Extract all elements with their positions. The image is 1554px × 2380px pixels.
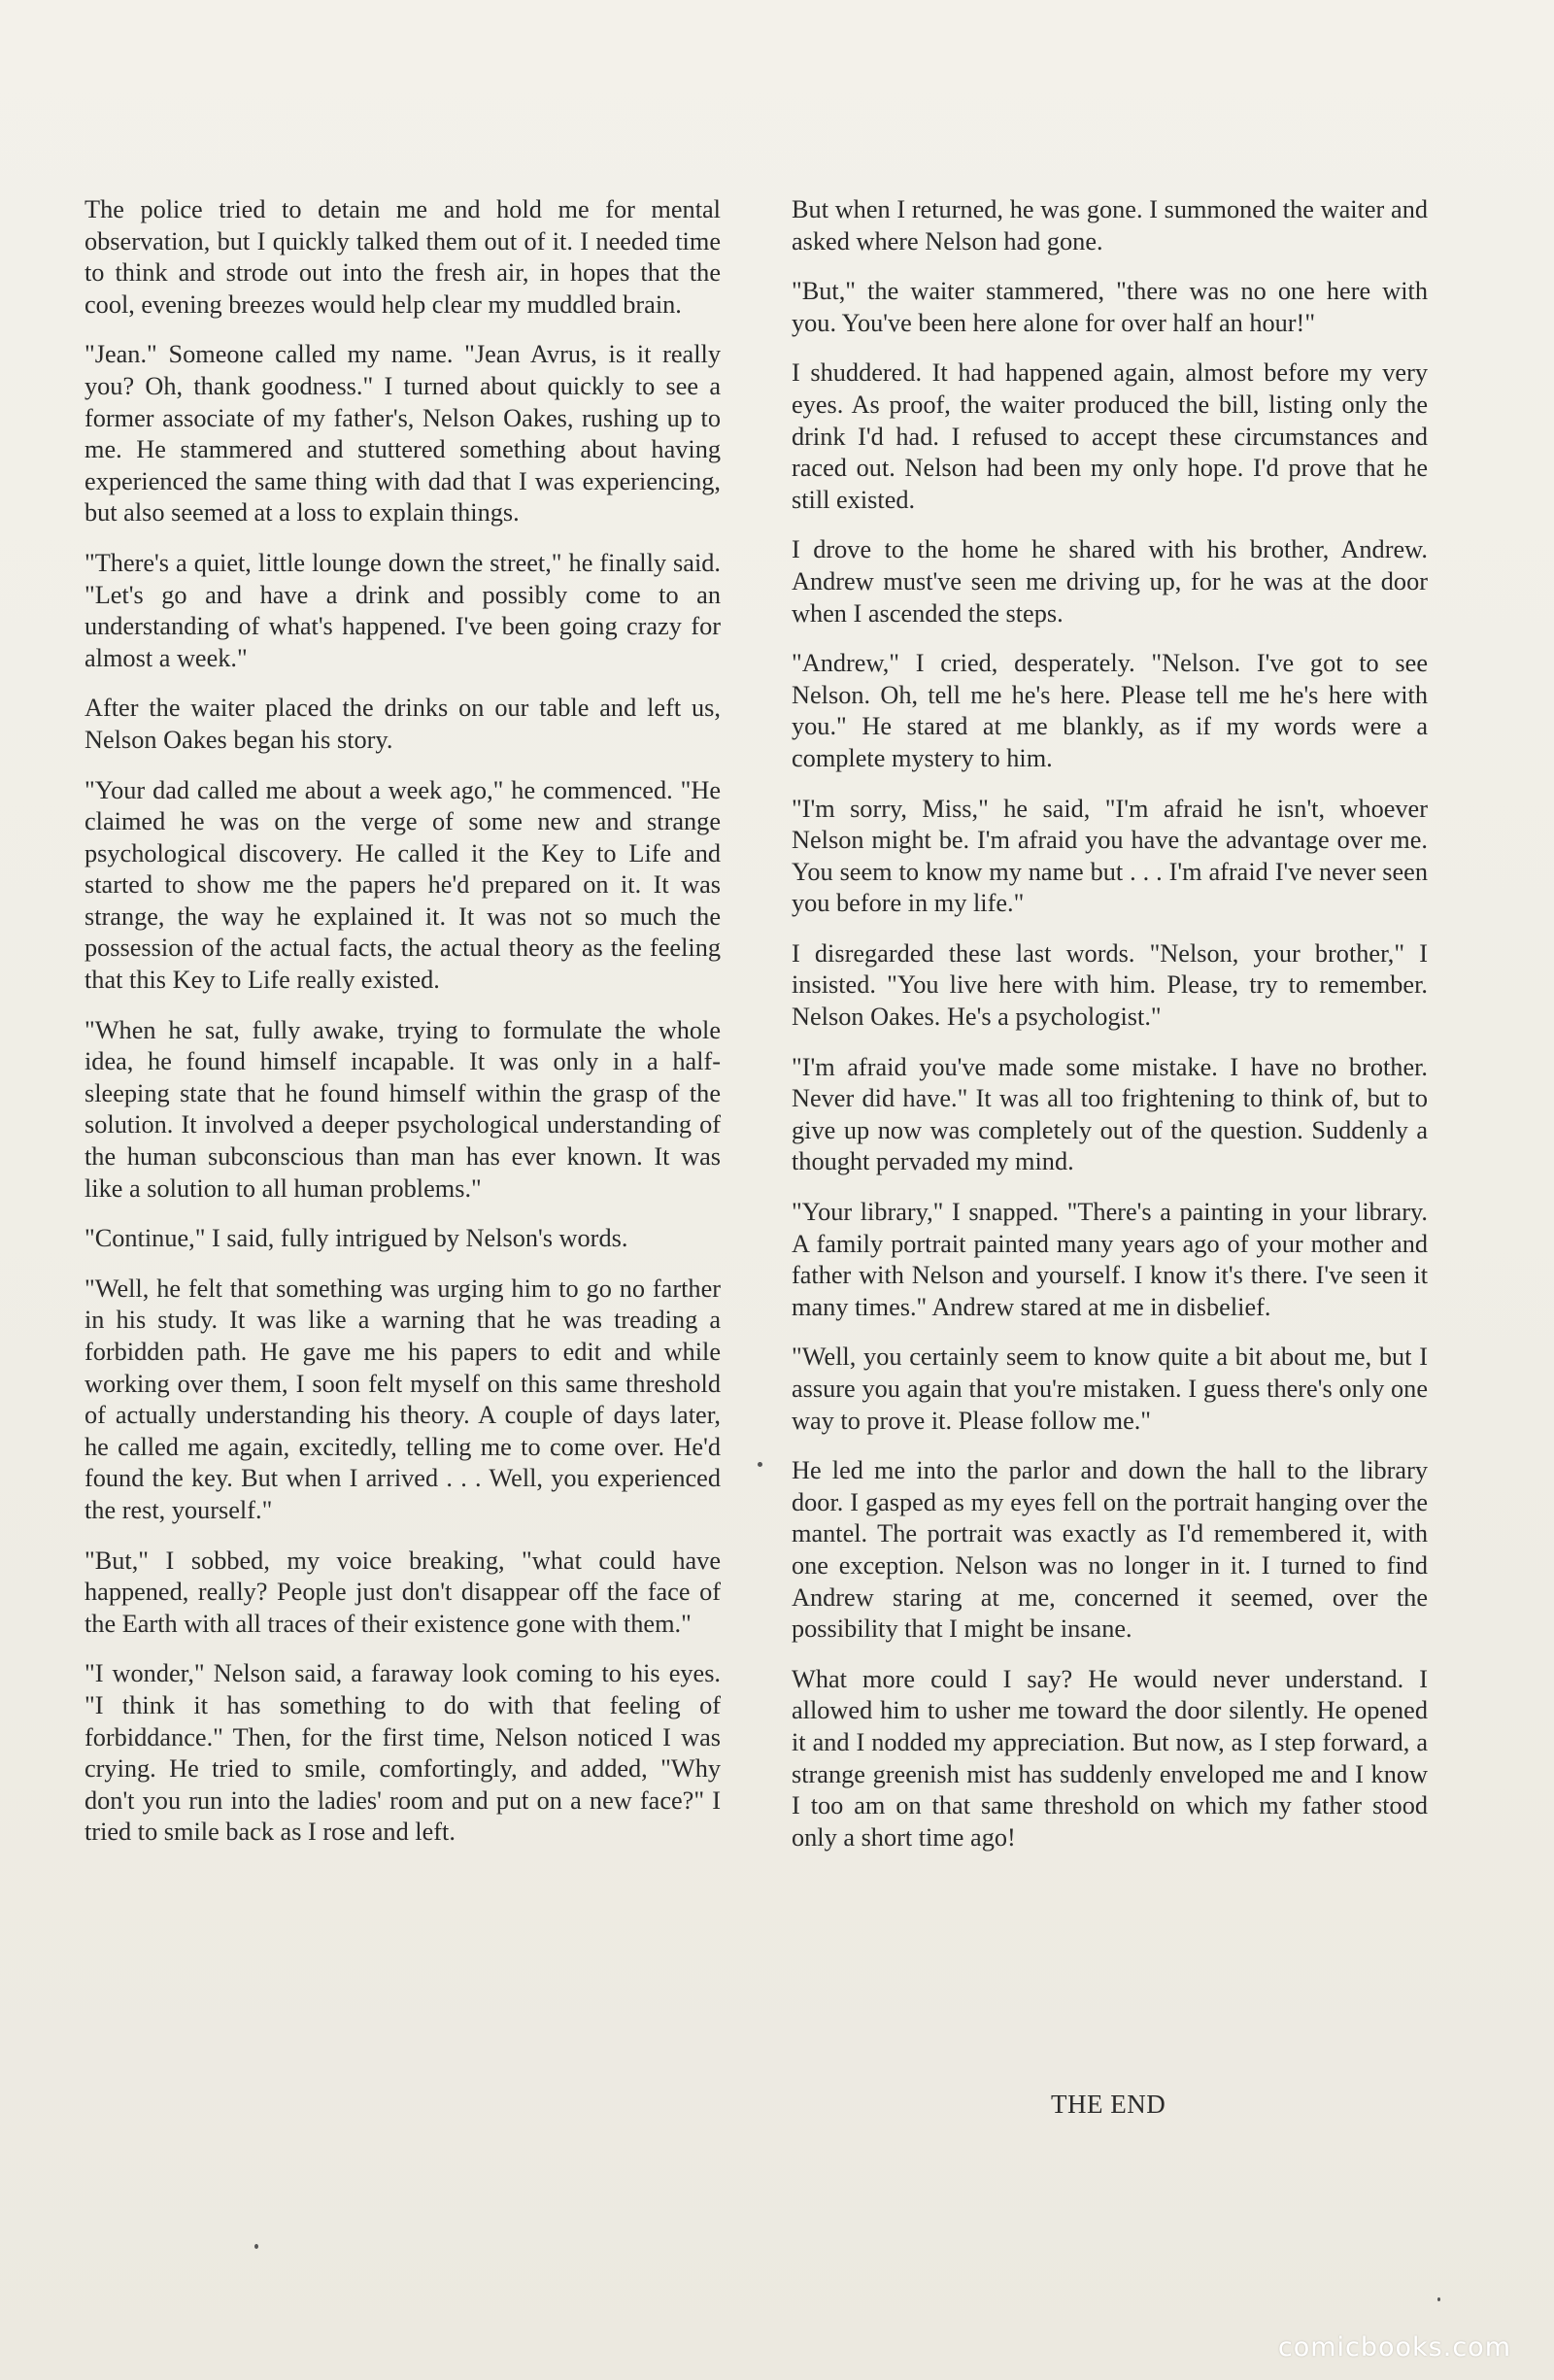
- story-paragraph: I shuddered. It had happened again, almost before my very eyes. As proof, the waiter produced the bill, listing only the drink I'd had. I refused to accept these circumstances and raced out. Nelson had been my only hope. I'd prove that he still existed.: [792, 358, 1428, 514]
- story-paragraph: "Your library," I snapped. "There's a painting in your library. A family portrait painted many years ago of your mother and father with Nelson and yourself. I know it's there. I've seen it many times." Andrew stared at me in disbelief.: [792, 1198, 1428, 1321]
- story-paragraph: "I'm afraid you've made some mistake. I have no brother. Never did have." It was all too frightening to think of, but to give up now was completely out of the question. Suddenly a thought pervaded my mind.: [792, 1052, 1428, 1176]
- print-speck: [758, 1462, 762, 1467]
- story-paragraph: "Well, he felt that something was urging him to go no farther in his study. It was like a warning that he was treading a forbidden path. He gave me his papers to edit and while working over them, I soon felt myself on this same threshold of actually understanding his theory. A couple of days later, he called me again, excitedly, telling me to come over. He'd found the key. But when I arrived . . . Well, you experienced the rest, yourself.": [84, 1274, 721, 1524]
- story-paragraph: What more could I say? He would never understand. I allowed him to usher me toward the door silently. He opened it and I nodded my appreciation. But now, as I step forward, a strange greenish mist has suddenly enveloped me and I know I too am on that same threshold on which my father stood only a short time ago!: [792, 1664, 1428, 1852]
- watermark: comicbooks.com: [1277, 2332, 1511, 2363]
- right-column: [792, 194, 1428, 1872]
- story-paragraph: "But," I sobbed, my voice breaking, "what could have happened, really? People just don't disappear off the face of the Earth with all traces of their existence gone with them.": [84, 1546, 721, 1638]
- story-paragraph: He led me into the parlor and down the hall to the library door. I gasped as my eyes fell on the portrait hanging over the mantel. The portrait was exactly as I'd remembered it, with one exception. Nelson was no longer in it. I turned to find Andrew staring at me, concerned it seemed, over the possibility that I might be insane.: [792, 1456, 1428, 1644]
- story-paragraph: But when I returned, he was gone. I summoned the waiter and asked where Nelson had gone.: [792, 195, 1428, 255]
- story-paragraph: "Well, you certainly seem to know quite a bit about me, but I assure you again that you're mistaken. I guess there's only one way to prove it. Please follow me.": [792, 1343, 1428, 1435]
- story-paragraph: "Jean." Someone called my name. "Jean Avrus, is it really you? Oh, thank goodness." I turned about quickly to see a former associate of my father's, Nelson Oakes, rushing up to me. He stammered and stuttered something about having experienced the same thing with dad that I was experiencing, but also seemed at a loss to explain things.: [84, 340, 721, 527]
- story-paragraph: "When he sat, fully awake, trying to formulate the whole idea, he found himself incapable. It was only in a half-sleeping state that he found himself within the grasp of the solution. It involved a deeper psychological understanding of the human subconscious than man has ever known. It was like a solution to all human problems.": [84, 1015, 721, 1203]
- story-paragraph: "Your dad called me about a week ago," he commenced. "He claimed he was on the verge of some new and strange psychological discovery. He called it the Key to Life and started to show me the papers he'd prepared on it. It was strange, the way he explained it. It was not so much the possession of the actual facts, the actual theory as the feeling that this Key to Life really existed.: [84, 775, 721, 995]
- story-paragraph: "Andrew," I cried, desperately. "Nelson. I've got to see Nelson. Oh, tell me he's here. Please tell me he's here with you." He stared at me blankly, as if my words were a complete mystery to him.: [792, 649, 1428, 772]
- left-column: [84, 194, 721, 1867]
- story-paragraph: "Continue," I said, fully intrigued by Nelson's words.: [84, 1224, 628, 1253]
- story-paragraph: After the waiter placed the drinks on our table and left us, Nelson Oakes began his story.: [84, 694, 721, 754]
- story-paragraph: I drove to the home he shared with his brother, Andrew. Andrew must've seen me driving up, for he was at the door when I ascended the steps.: [792, 535, 1428, 628]
- story-paragraph: "But," the waiter stammered, "there was no one here with you. You've been here alone for over half an hour!": [792, 277, 1428, 337]
- story-paragraph: The police tried to detain me and hold me for mental observation, but I quickly talked them out of it. I needed time to think and strode out into the fresh air, in hopes that the cool, evening breezes would help clear my muddled brain.: [84, 195, 721, 319]
- story-paragraph: "I'm sorry, Miss," he said, "I'm afraid he isn't, whoever Nelson might be. I'm afraid you have the advantage over me. You seem to know my name but . . . I'm afraid I've never seen you before in my life.": [792, 794, 1428, 918]
- story-paragraph: "There's a quiet, little lounge down the street," he finally said. "Let's go and have a drink and possibly come to an understanding of what's happened. I've been going crazy for almost a week.": [84, 548, 721, 672]
- the-end-label: THE END: [1051, 2090, 1166, 2119]
- print-speck: [254, 2244, 258, 2249]
- story-paragraph: I disregarded these last words. "Nelson, your brother," I insisted. "You live here with him. Please, try to remember. Nelson Oakes. He's a psychologist.": [792, 938, 1428, 1032]
- print-speck: [1437, 2297, 1440, 2301]
- story-paragraph: "I wonder," Nelson said, a faraway look coming to his eyes. "I think it has something to do with that feeling of forbiddance." Then, for the first time, Nelson noticed I was crying. He tried to smile, comfortingly, and added, "Why don't you run into the ladies' room and put on a new face?" I tried to smile back as I rose and left.: [84, 1659, 721, 1847]
